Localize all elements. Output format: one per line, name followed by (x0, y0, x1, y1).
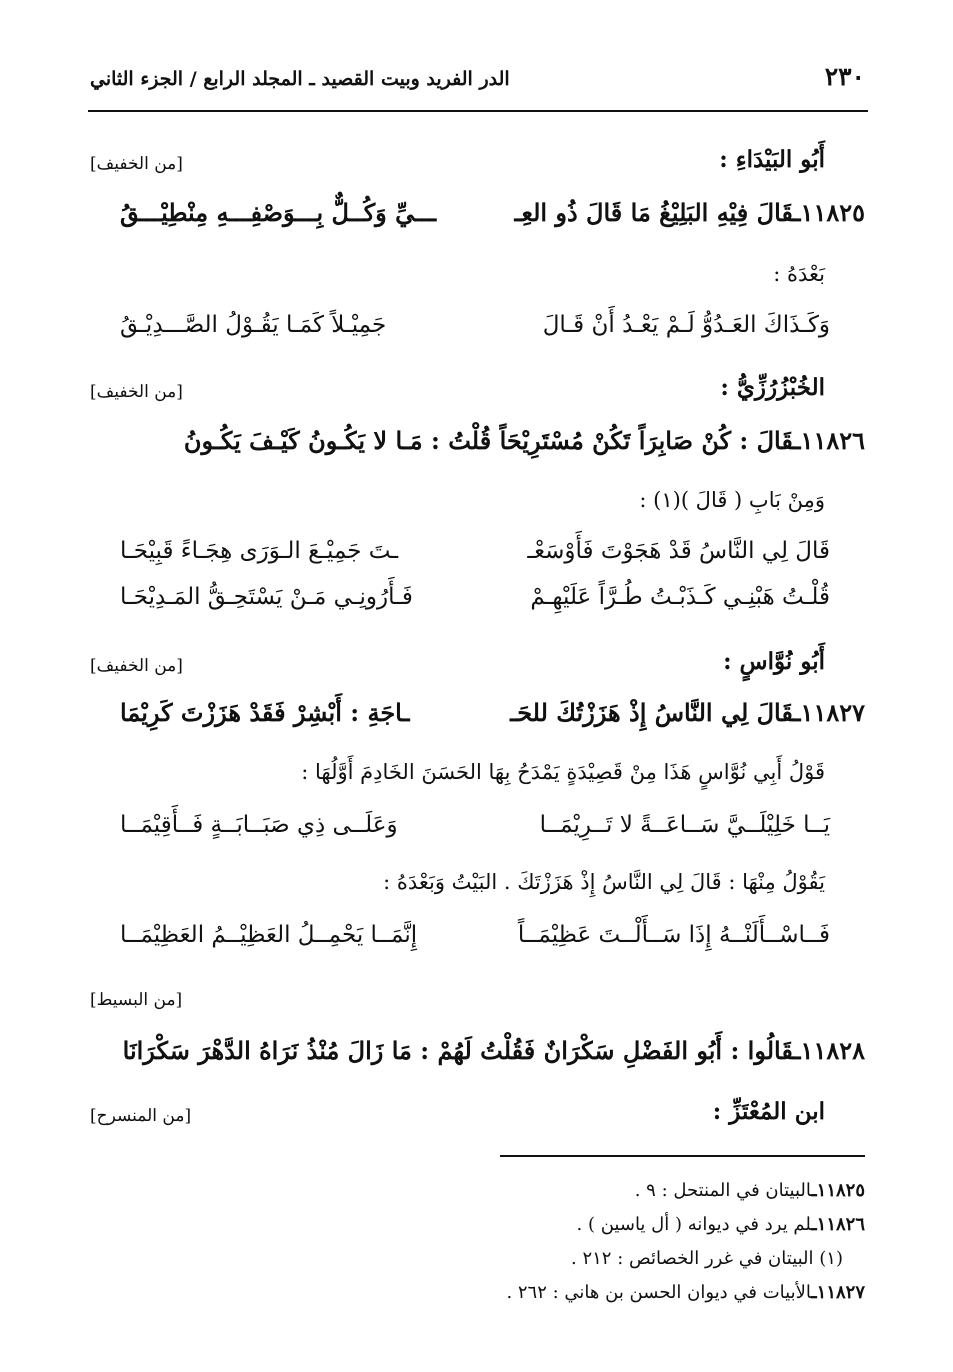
footnote-text: الأبيات في ديوان الحسن بن هاني : ٢٦٢ . (506, 1282, 812, 1303)
footnote (577, 1214, 865, 1235)
hemistich-second: فَـأَرُونِـي مَـنْ يَسْتَحِـقُّ المَـدِيْحَـا (120, 584, 413, 610)
hemistich-second: ـتَ جَمِيْـعَ الـوَرَى هِجَـاءً قَبِيْحَـا (120, 538, 399, 564)
verse-line (90, 1036, 865, 1065)
verse-line (120, 698, 865, 738)
footnote-number: ١١٨٢٦ـ (811, 1214, 865, 1235)
verse-line (120, 812, 865, 852)
hemistich-first: قَالَ فِيْهِ البَلِيْغُ مَا قَالَ ذُو العِـ (514, 198, 794, 227)
prose-line: وَمِنْ بَابِ ( قَالَ )(١) : (639, 488, 825, 512)
hemistich-first: وَكَـذَاكَ العَـدُوُّ لَـمْ يَعْـدُ أَنْ قَـالَ (542, 312, 830, 338)
verse-line (120, 538, 865, 578)
footnote-number: ١١٨٢٧ـ (811, 1282, 865, 1303)
poet-name: أَبُو البَيْدَاءِ : (719, 146, 825, 173)
prose-line: قَوْلُ أَبِي نُوَّاسٍ هَذَا مِنْ قَصِيْدَةٍ يَمْدَحُ بِهَا الحَسَنَ الخَادِمَ أَوَّلُهَا : (301, 760, 825, 784)
page-header (90, 62, 865, 102)
meter-label: [من الخفيف] (90, 154, 183, 174)
prose-line: بَعْدَهُ : (773, 262, 825, 286)
page-number: ٢٣٠ (824, 62, 865, 91)
footnote-text: لم يرد في ديوانه ( أل ياسين ) . (576, 1214, 812, 1235)
poet-name: ابن المُعْتَزِّ : (712, 1098, 825, 1125)
meter-label: [من البسيط] (90, 990, 183, 1010)
hemistich-first: قُلْـتُ هَبْنِـي كَـذَبْـتُ طُـرَّاً عَلَيْهِـمْ (530, 584, 830, 610)
hemistich-first: فَــاسْــأَلَنْــهُ إِذَا سَــأَلْــتَ عَظِيْمَــاً (517, 922, 830, 948)
verse-line (120, 198, 865, 238)
verse-line (120, 922, 865, 962)
verse-line (120, 584, 865, 624)
footnote (571, 1248, 843, 1269)
verse-line (120, 312, 865, 352)
header-divider (88, 110, 868, 112)
entry-number: ١١٨٢٦ـ (793, 426, 865, 455)
hemistich-first: قَالَ لِي النَّاسُ قَدْ هَجَوْتَ فَأَوْسَعْـ (527, 538, 830, 564)
hemistich-first: قَالَ لِي النَّاسُ إِذْ هَزَزْتُكَ للحَـ (510, 698, 794, 727)
hemistich-second: ـــيِّ وَكُــلٌّ بِـــوَصْفِـــهِ مِنْطِيْـــقُ (120, 198, 437, 227)
entry-number: ١١٨٢٥ـ (793, 198, 865, 227)
entry-number: ١١٨٢٨ـ (793, 1036, 865, 1065)
footnote (506, 1282, 865, 1303)
footnote-number: ١١٨٢٥ـ (811, 1180, 865, 1201)
entry-number: ١١٨٢٧ـ (793, 698, 865, 727)
verse-text: قَالُوا : أَبُو الفَضْلِ سَكْرَانٌ فَقُلْتُ لَهُمْ : مَا زَالَ مُنْذُ نَرَاهُ الدَّهْرَ سَكْرَانَا (122, 1036, 794, 1065)
poet-name: الخُبْزُرُزِّيُّ : (720, 374, 825, 401)
hemistich-second: وَعَلَــى ذِي صَبَــابَــةٍ فَــأَقِيْمَــا (120, 812, 398, 838)
running-title: الدر الفريد وبيت القصيد ـ المجلد الرابع / الجزء الثاني (90, 68, 510, 90)
meter-label: [من المنسرح] (90, 1106, 192, 1126)
verse-text: قَالَ : كُنْ صَابِرَاً تَكُنْ مُسْتَرِيْحَاً قُلْتُ : مَـا لا يَكُـونُ كَيْـفَ يَكُـونُ (183, 426, 794, 455)
hemistich-second: جَمِيْـلاً كَمَـا يَقُـوْلُ الصَّـــدِيْـقُ (120, 312, 387, 338)
footnote-text: البيتان في المنتحل : ٩ . (634, 1180, 812, 1201)
hemistich-first: يَــا خَلِيْلَــيَّ سَــاعَــةً لا تَــرِيْمَــا (539, 812, 830, 838)
footnote (635, 1180, 865, 1201)
meter-label: [من الخفيف] (90, 656, 183, 676)
hemistich-second: ـاجَةِ : أَبْشِرْ فَقَدْ هَزَزْتَ كَرِيْمَا (120, 698, 410, 727)
prose-line: يَقُوْلُ مِنْهَا : قَالَ لِي النَّاسُ إِذْ هَزَزْتَكَ . البَيْتُ وَبَعْدَهُ : (383, 870, 825, 894)
hemistich-second: إِنَّمَــا يَحْمِــلُ العَظِيْــمُ العَظِيْمَــا (120, 922, 418, 948)
meter-label: [من الخفيف] (90, 382, 183, 402)
verse-line (90, 426, 865, 455)
poet-name: أَبُو نُوَّاسٍ : (723, 648, 825, 675)
footnote-divider (500, 1155, 865, 1157)
footnote-text: (١) البيتان في غرر الخصائص : ٢١٢ . (571, 1248, 843, 1269)
